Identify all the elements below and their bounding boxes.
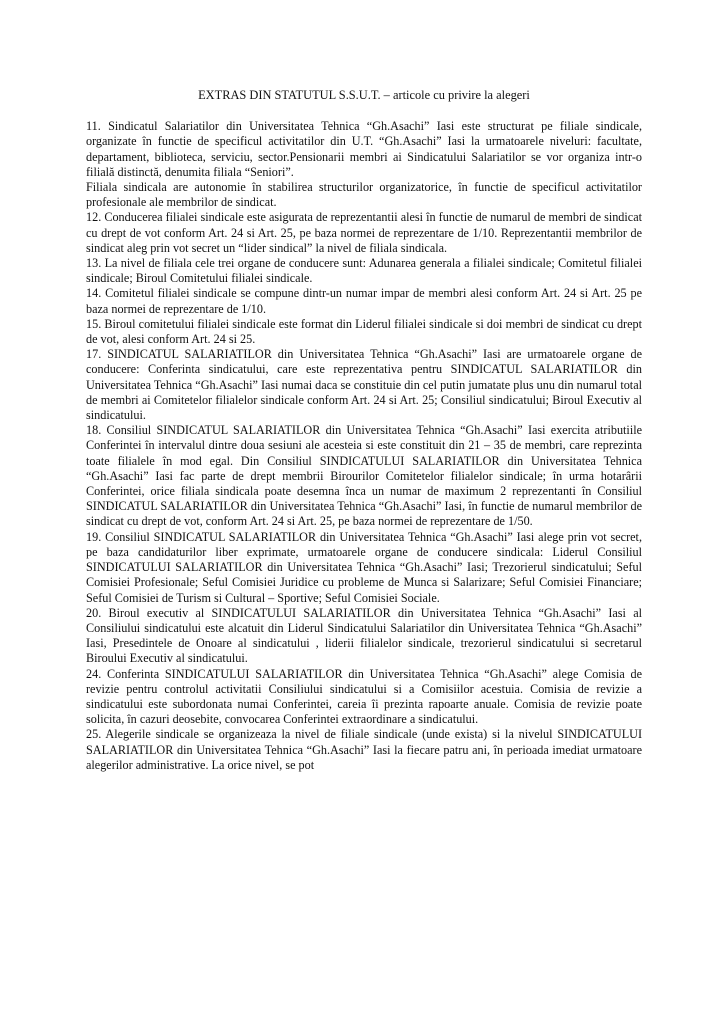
article-18: 18. Consiliul SINDICATUL SALARIATILOR din Universitatea Tehnica “Gh.Asachi” Iasi exercita atributiile Conferintei în intervalul dintre doua sesiuni ale acesteia si este constituit din 21 – 35 de membri, care reprezinta toate filialele în mod egal. Din Consiliul SINDICATULUI SALARIATILOR din Universitatea Tehnica “Gh.Asachi” Iasi fac parte de drept membrii Birourilor Comitetelor filialelor sindicale; în urma hotarârii Conferintei, orice filiala sindicala poate desemna înca un numar de maximum 2 reprezentanti în Consiliul SINDICATUL SALARIATILOR din Universitatea Tehnica “Gh.Asachi” Iasi, în functie de numarul membrilor de sindicat cu drept de vot, conform Art. 24 si Art. 25, pe baza normei de reprezentare de 1/50. xyxy=(86,423,642,529)
article-19: 19. Consiliul SINDICATUL SALARIATILOR din Universitatea Tehnica “Gh.Asachi” Iasi alege prin vot secret, pe baza candidaturilor liber exprimate, urmatoarele organe de conducere sindicala: Liderul Consiliul SINDICATULUI SALARIATILOR din Universitatea Tehnica “Gh.Asachi” Iasi; Trezorierul sindicatului; Seful Comisiei Profesionale; Seful Comisiei Juridice cu probleme de Munca si Salarizare; Seful Comisiei Financiare; Seful Comisiei de Turism si Cultural – Sportive; Seful Comisiei Sociale. xyxy=(86,529,642,605)
article-14: 14. Comitetul filialei sindicale se compune dintr-un numar impar de membri alesi conform Art. 24 si Art. 25 pe baza normei de reprezentare de 1/10. xyxy=(86,286,642,316)
article-24: 24. Conferinta SINDICATULUI SALARIATILOR din Universitatea Tehnica “Gh.Asachi” alege Comisia de revizie pentru controlul activitatii Consiliului sindicatului si a Comisiilor acestuia. Comisia de revizie a sindicatului este subordonata numai Conferintei, careia îi prezinta rapoarte anuale. Comisia de revizie poate solicita, în cazuri deosebite, convocarea Conferintei extraordinare a sindicatului. xyxy=(86,666,642,727)
article-15: 15. Biroul comitetului filialei sindicale este format din Liderul filialei sindicale si doi membri de sindicat cu drept de vot, alesi conform Art. 24 si 25. xyxy=(86,316,642,347)
article-20: 20. Biroul executiv al SINDICATULUI SALARIATILOR din Universitatea Tehnica “Gh.Asachi” Iasi al Consiliului sindicatului este alcatuit din Liderul Sindicatului Salariatilor din Universitatea Tehnica “Gh.Asachi” Iasi, Presedintele de Onoare al sindicatului , liderii filialelor sindicale, trezorierul sindicatului si secretarul Biroului Executiv al sindicatului. xyxy=(86,605,642,666)
article-13: 13. La nivel de filiala cele trei organe de conducere sunt: Adunarea generala a filialei sindicale; Comitetul filialei sindicale; Biroul Comitetului filialei sindicale. xyxy=(86,256,642,286)
document-title: EXTRAS DIN STATUTUL S.S.U.T. – articole cu privire la alegeri xyxy=(198,88,530,102)
article-17: 17. SINDICATUL SALARIATILOR din Universitatea Tehnica “Gh.Asachi” Iasi are urmatoarele organe de conducere: Conferinta sindicatului, care este reprezentativa pentru SINDICATUL SALARIATILOR din Universitatea Tehnica “Gh.Asachi” Iasi numai daca se constituie din cel putin jumatate plus unu din numarul total de membri ai Comitetelor filialelor sindicale conform Art. 24 si Art. 25; Consiliul sindicatului; Biroul Executiv al sindicatului. xyxy=(86,347,642,423)
article-12: 12. Conducerea filialei sindicale este asigurata de reprezentantii alesi în functie de numarul de membri de sindicat cu drept de vot conform Art. 24 si Art. 25, pe baza normei de reprezentare de 1/10. Reprezentantii membrilor de sindicat aleg prin vot secret un “lider sindical” la nivel de filiala sindicala. xyxy=(86,210,642,255)
article-11-continuation: Filiala sindicala are autonomie în stabilirea structurilor organizatorice, în functie de specificul activitatilor profesionale ale membrilor de sindicat. xyxy=(86,180,642,210)
article-25: 25. Alegerile sindicale se organizeaza la nivel de filiale sindicale (unde exista) si la nivelul SINDICATULUI SALARIATILOR din Universitatea Tehnica “Gh.Asachi” Iasi la fiecare patru ani, în perioada imediat urmatoare alegerilor administrative. La orice nivel, se pot xyxy=(86,727,642,772)
article-11: 11. Sindicatul Salariatilor din Universitatea Tehnica “Gh.Asachi” Iasi este structurat pe filiale sindicale, organizate în functie de specificul activitatilor din U.T. “Gh.Asachi” Iasi la urmatoarele niveluri: facultate, departament, biblioteca, serviciu, sector.Pensionarii membri ai Sindicatului Salariatilor se vor organiza intr-o filială distinctă, denumita filiala “Seniori”. xyxy=(86,119,642,179)
document-page xyxy=(86,88,642,773)
